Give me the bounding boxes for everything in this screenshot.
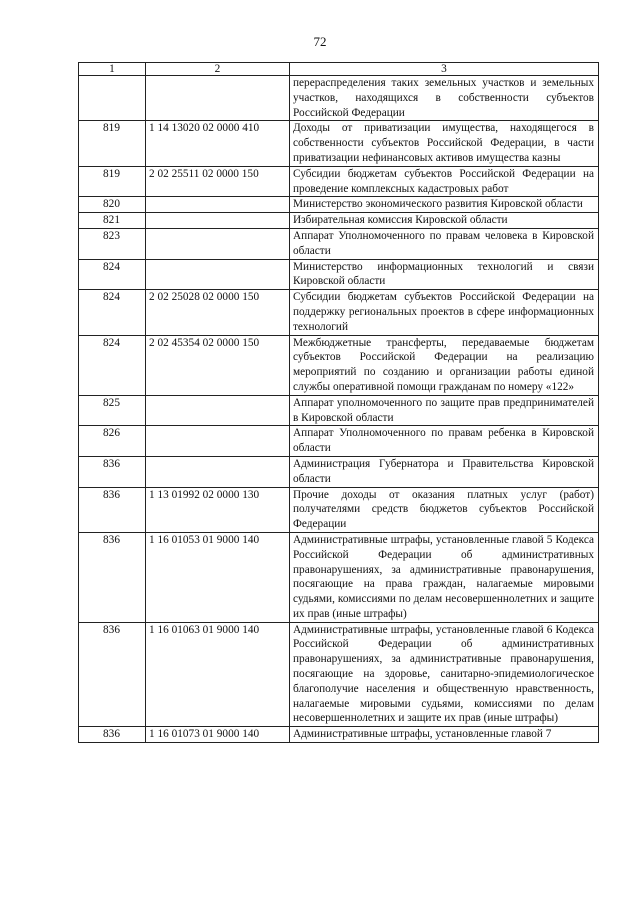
admin-code-cell: 824 bbox=[79, 259, 146, 290]
table-row bbox=[79, 259, 599, 290]
admin-code-cell: 823 bbox=[79, 228, 146, 259]
admin-code-cell: 824 bbox=[79, 335, 146, 395]
page-number: 72 bbox=[313, 34, 327, 49]
revenue-code-cell bbox=[146, 426, 290, 457]
revenue-code-cell: 1 14 13020 02 0000 410 bbox=[146, 121, 290, 166]
description-cell: Аппарат уполномоченного по защите прав предпринимателей в Кировской области bbox=[290, 395, 599, 426]
revenue-code-cell bbox=[146, 228, 290, 259]
revenue-code-cell: 1 13 01992 02 0000 130 bbox=[146, 487, 290, 532]
revenue-code-cell: 1 16 01073 01 9000 140 bbox=[146, 727, 290, 743]
description-cell: Административные штрафы, установленные главой 7 bbox=[290, 727, 599, 743]
description-cell: Прочие доходы от оказания платных услуг (работ) получателями средств бюджетов субъектов Российской Федерации bbox=[290, 487, 599, 532]
admin-code-cell: 826 bbox=[79, 426, 146, 457]
admin-code-cell: 821 bbox=[79, 213, 146, 229]
table-row bbox=[79, 121, 599, 166]
admin-code-cell: 819 bbox=[79, 166, 146, 197]
table-row bbox=[79, 76, 599, 121]
admin-code-cell: 836 bbox=[79, 487, 146, 532]
admin-code-cell: 824 bbox=[79, 290, 146, 335]
table-header-row bbox=[79, 63, 599, 76]
revenue-code-cell bbox=[146, 259, 290, 290]
table-row bbox=[79, 197, 599, 213]
description-cell: Субсидии бюджетам субъектов Российской Федерации на проведение комплексных кадастровых работ bbox=[290, 166, 599, 197]
table-row bbox=[79, 426, 599, 457]
header-col-2: 2 bbox=[146, 63, 290, 76]
description-cell: Аппарат Уполномоченного по правам человека в Кировской области bbox=[290, 228, 599, 259]
revenue-code-cell bbox=[146, 76, 290, 121]
table-row bbox=[79, 213, 599, 229]
revenue-code-cell bbox=[146, 197, 290, 213]
table-row bbox=[79, 290, 599, 335]
description-cell: Министерство экономического развития Кировской области bbox=[290, 197, 599, 213]
revenue-code-cell: 1 16 01053 01 9000 140 bbox=[146, 532, 290, 622]
admin-code-cell: 820 bbox=[79, 197, 146, 213]
revenue-code-cell: 2 02 25028 02 0000 150 bbox=[146, 290, 290, 335]
table-row bbox=[79, 166, 599, 197]
table-row bbox=[79, 395, 599, 426]
admin-code-cell: 836 bbox=[79, 532, 146, 622]
revenue-code-cell bbox=[146, 395, 290, 426]
table-row bbox=[79, 622, 599, 727]
description-cell: Административные штрафы, установленные главой 5 Кодекса Российской Федерации об административных правонарушениях, за административные правонарушения, посягающие на права граждан, налагаемые мировыми судьями, комиссиями по делам несовершеннолетних и защите их прав (иные штрафы) bbox=[290, 532, 599, 622]
admin-code-cell: 825 bbox=[79, 395, 146, 426]
admin-code-cell: 836 bbox=[79, 622, 146, 727]
description-cell: Аппарат Уполномоченного по правам ребенка в Кировской области bbox=[290, 426, 599, 457]
description-cell: Администрация Губернатора и Правительства Кировской области bbox=[290, 456, 599, 487]
revenue-code-cell: 2 02 45354 02 0000 150 bbox=[146, 335, 290, 395]
revenue-code-cell bbox=[146, 456, 290, 487]
table-row bbox=[79, 456, 599, 487]
description-cell: Межбюджетные трансферты, передаваемые бюджетам субъектов Российской Федерации на реализацию мероприятий по созданию и организации работы единой службы оперативной помощи гражданам по номеру «122» bbox=[290, 335, 599, 395]
revenue-code-cell: 2 02 25511 02 0000 150 bbox=[146, 166, 290, 197]
admin-code-cell: 836 bbox=[79, 456, 146, 487]
description-cell: Административные штрафы, установленные главой 6 Кодекса Российской Федерации об административных правонарушениях, за административные правонарушения, посягающие на здоровье, санитарно-эпидемиологическое благополучие населения и общественную нравственность, налагаемые мировыми судьями, комиссиями по делам несовершеннолетних и защите их прав (иные штрафы) bbox=[290, 622, 599, 727]
header-col-3: 3 bbox=[290, 63, 599, 76]
revenue-code-cell: 1 16 01063 01 9000 140 bbox=[146, 622, 290, 727]
revenue-code-cell bbox=[146, 213, 290, 229]
admin-code-cell: 819 bbox=[79, 121, 146, 166]
table-row bbox=[79, 727, 599, 743]
admin-code-cell bbox=[79, 76, 146, 121]
description-cell: Субсидии бюджетам субъектов Российской Федерации на поддержку региональных проектов в сфере информационных технологий bbox=[290, 290, 599, 335]
revenue-codes-table bbox=[78, 62, 599, 743]
table-row bbox=[79, 335, 599, 395]
table-row bbox=[79, 487, 599, 532]
description-cell: Избирательная комиссия Кировской области bbox=[290, 213, 599, 229]
header-col-1: 1 bbox=[79, 63, 146, 76]
admin-code-cell: 836 bbox=[79, 727, 146, 743]
table-row bbox=[79, 532, 599, 622]
description-cell: перераспределения таких земельных участков и земельных участков, находящихся в собственности субъектов Российской Федерации bbox=[290, 76, 599, 121]
table-row bbox=[79, 228, 599, 259]
description-cell: Министерство информационных технологий и связи Кировской области bbox=[290, 259, 599, 290]
description-cell: Доходы от приватизации имущества, находящегося в собственности субъектов Российской Федерации, в части приватизации нефинансовых активов имущества казны bbox=[290, 121, 599, 166]
